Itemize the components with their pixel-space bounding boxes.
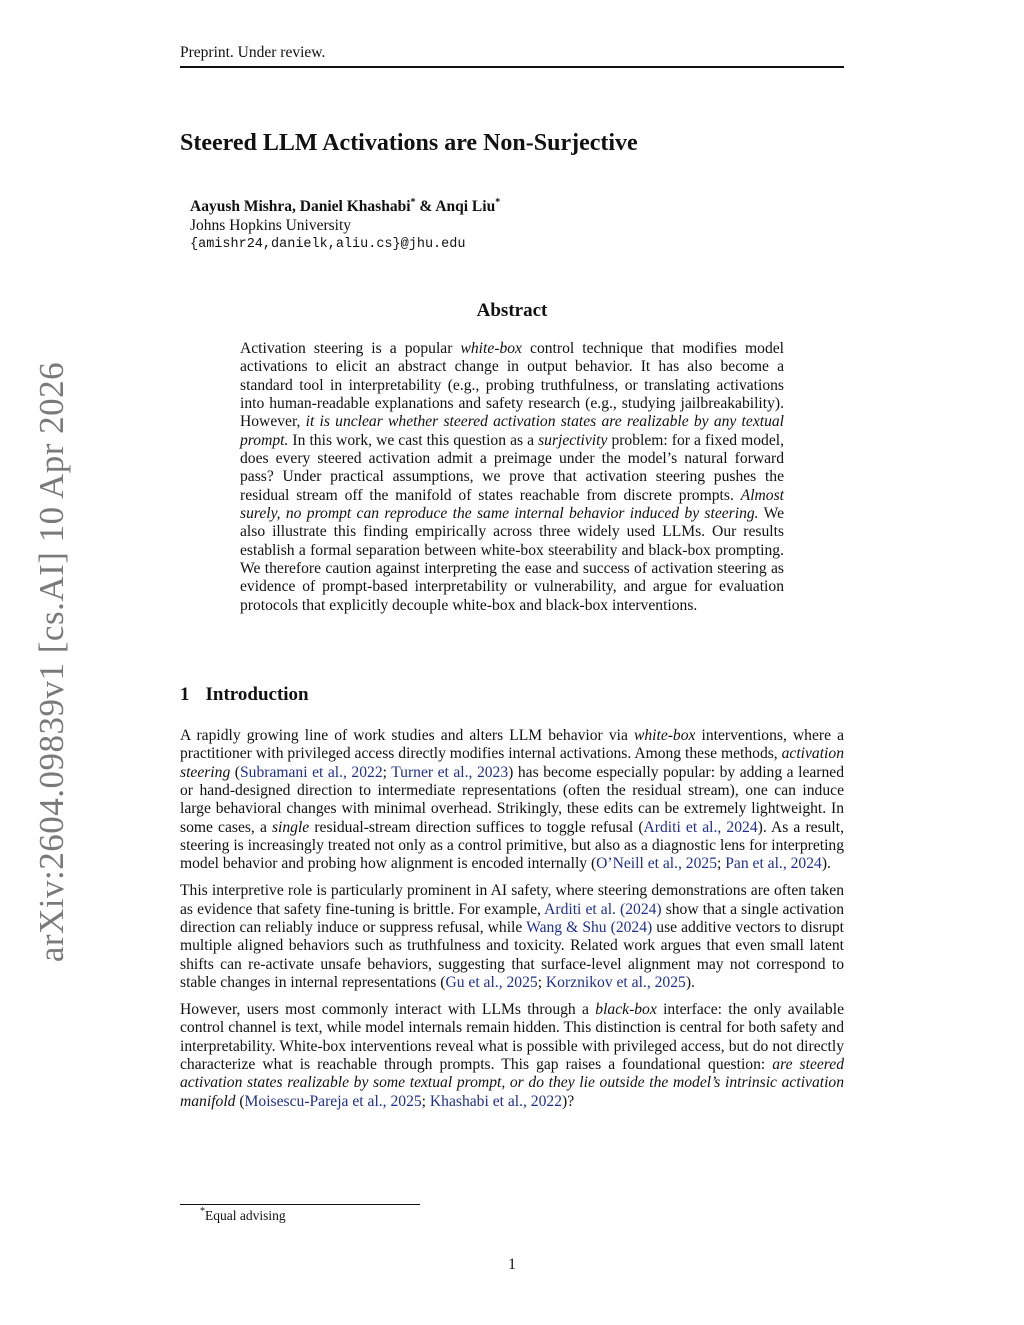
- footnote-divider: [180, 1204, 420, 1205]
- introduction-body: [180, 727, 844, 1119]
- paragraph: This interpretive role is particularly prominent in AI safety, where steering demonstrations are often taken as evidence that safety fine-tuning is brittle. For example, Arditi et al. (2024) show that a single activation direction can reliably induce or suppress refusal, while Wang & Shu (2024) use additive vectors to disrupt multiple aligned behaviors such as truthfulness and toxicity. Related work argues that even small latent shifts can re-activate unsafe behaviors, suggesting that surface-level alignment may not correspond to stable changes in internal representations (Gu et al., 2025; Korznikov et al., 2025).: [180, 882, 844, 991]
- section-heading-introduction: [180, 684, 309, 706]
- paragraph: A rapidly growing line of work studies and alters LLM behavior via white-box interventions, where a practitioner with privileged access directly modifies internal activations. Among these methods, activation steering (Subramani et al., 2022; Turner et al., 2023) has become especially popular: by adding a learned or hand-designed direction to intermediate representations (often the residual stream), one can induce large behavioral changes with minimal overhead. Strikingly, these edits can be extremely lightweight. In some cases, a single residual-stream direction suffices to toggle refusal (Arditi et al., 2024). As a result, steering is increasingly treated not only as a control primitive, but also as a diagnostic lens for interpreting model behavior and probing how alignment is encoded internally (O’Neill et al., 2025; Pan et al., 2024).: [180, 727, 844, 873]
- running-header: [180, 44, 844, 68]
- footnote-mark: *: [200, 1206, 205, 1217]
- section-number: 1: [180, 684, 190, 705]
- citation-link[interactable]: Korznikov et al., 2025: [545, 973, 686, 991]
- citation-link[interactable]: Khashabi et al., 2022: [429, 1092, 562, 1110]
- author-list: Aayush Mishra, Daniel Khashabi: [190, 198, 411, 215]
- abstract-heading: Abstract: [476, 300, 548, 321]
- paper-title: Steered LLM Activations are Non-Surjective: [180, 130, 638, 156]
- author-separator: &: [415, 198, 436, 215]
- arxiv-identifier: arXiv:2604.09839v1 [cs.AI] 10 Apr 2026: [32, 361, 71, 963]
- section-title: Introduction: [205, 684, 309, 705]
- citation-link[interactable]: O’Neill et al., 2025: [596, 855, 717, 873]
- citation-link[interactable]: Arditi et al. (2024): [544, 900, 662, 918]
- footnote: [200, 1208, 286, 1224]
- citation-link[interactable]: Wang & Shu (2024): [526, 918, 653, 936]
- citation-link[interactable]: Pan et al., 2024: [725, 855, 822, 873]
- citation-link[interactable]: Moisescu-Pareja et al., 2025: [244, 1092, 422, 1110]
- citation-link[interactable]: Subramani et al., 2022: [239, 763, 383, 781]
- author-emails: {amishr24,danielk,aliu.cs}@jhu.edu: [190, 237, 466, 252]
- author-names: [190, 197, 500, 216]
- citation-link[interactable]: Arditi et al., 2024: [643, 818, 758, 836]
- footnote-text: Equal advising: [205, 1208, 286, 1223]
- page-number: 1: [508, 1256, 516, 1273]
- header-text: Preprint. Under review.: [180, 44, 326, 61]
- abstract-body: Activation steering is a popular white-box control technique that modifies model activations to elicit an abstract change in output behavior. It has also become a standard tool in interpretability (e.g., probing truthfulness, or translating activations into human-readable explanations and safety research (e.g., studying jailbreakability). However, it is unclear whether steered activation states are realizable by any textual prompt. In this work, we cast this question as a surjectivity problem: for a fixed model, does every steered activation admit a preimage under the model’s natural forward pass? Under practical assumptions, we prove that activation steering pushes the residual stream off the manifold of states reachable from discrete prompts. Almost surely, no prompt can reproduce the same internal behavior induced by steering. We also illustrate this finding empirically across three widely used LLMs. Our results establish a formal separation between white-box steerability and black-box prompting. We therefore caution against interpreting the ease and success of activation steering as evidence of prompt-based interpretability or vulnerability, and argue for evaluation protocols that explicitly decouple white-box and black-box interventions.: [240, 340, 784, 614]
- paragraph: However, users most commonly interact with LLMs through a black-box interface: the only available control channel is text, while model internals remain hidden. This distinction is central for both safety and interpretability. White-box interventions reveal what is possible with privileged access, but do not directly characterize what is reachable through prompts. This gap raises a foundational question: are steered activation states realizable by some textual prompt, or do they lie outside the model’s intrinsic activation manifold (Moisescu-Pareja et al., 2025; Khashabi et al., 2022)?: [180, 1000, 844, 1110]
- author-name: Anqi Liu: [435, 198, 496, 215]
- citation-link[interactable]: Turner et al., 2023: [391, 763, 509, 781]
- author-block: [190, 197, 500, 254]
- equal-advising-mark: *: [410, 197, 416, 208]
- equal-advising-mark: *: [495, 197, 501, 208]
- citation-link[interactable]: Gu et al., 2025: [445, 973, 538, 991]
- affiliation: Johns Hopkins University: [190, 217, 352, 234]
